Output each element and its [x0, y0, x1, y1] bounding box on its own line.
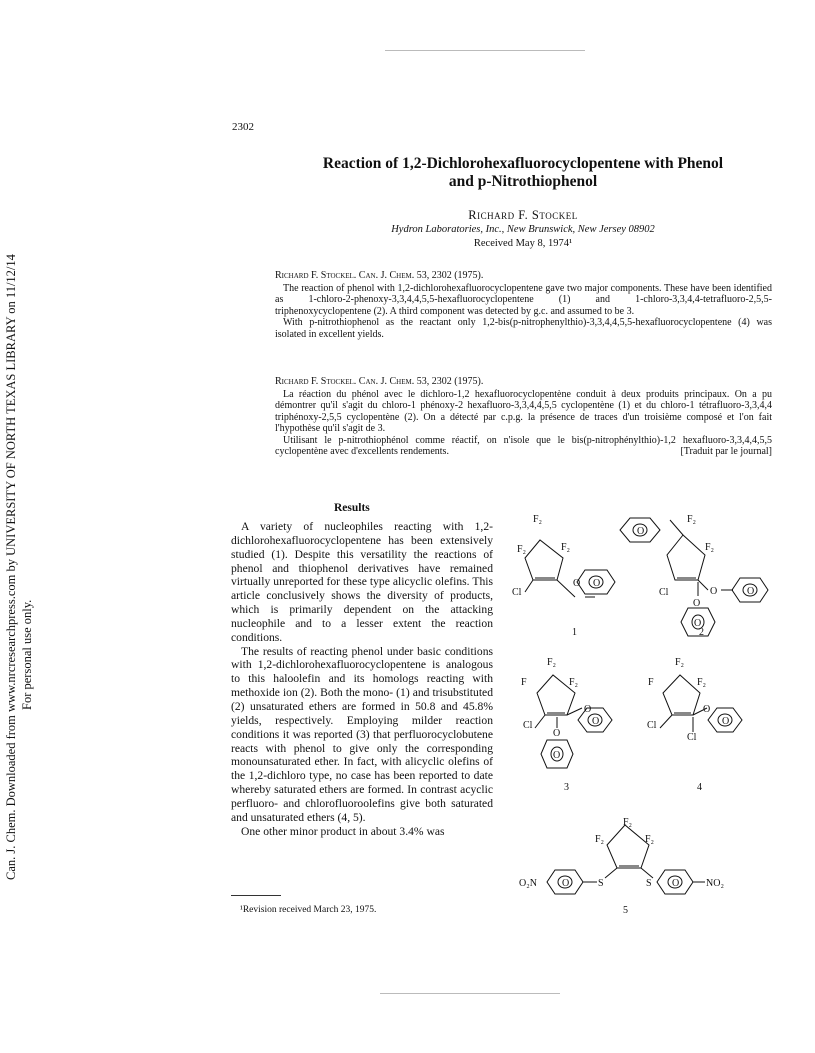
body-paragraph: One other minor product in about 3.4% was — [241, 824, 445, 838]
atom-label: Cl — [647, 720, 657, 731]
scan-mark — [385, 50, 585, 51]
abstract-paragraph: Utilisant le p-nitrothiophénol comme réactif, on n'isole que le bis(p-nitrophénylthio)-1,2 hexafluoro-3,3,4,4,5,5 cyclopentène avec d'excellents rendements. [Traduit par le journal] — [275, 434, 772, 457]
atom-label: O — [637, 526, 645, 537]
atom-label: O — [562, 878, 570, 889]
atom-label: F₂ — [569, 677, 579, 688]
affiliation: Hydron Laboratories, Inc., New Brunswick, New Jersey 08902 — [391, 224, 655, 235]
atom-label: O — [703, 704, 711, 715]
atom-label: F₂ — [697, 677, 707, 688]
compound-label: 1 — [572, 627, 577, 638]
author-name: Richard F. Stockel — [468, 208, 578, 222]
atom-label: F₂ — [595, 834, 605, 845]
abstract-citation: Richard F. Stockel. Can. J. Chem. 53, 2302 (1975). — [275, 270, 484, 281]
atom-label: F₂ — [533, 514, 543, 525]
abstract-french — [275, 376, 772, 458]
atom-label: F — [648, 677, 654, 688]
atom-label: O — [584, 704, 592, 715]
abstract-citation: Richard F. Stockel. Can. J. Chem. 53, 2302 (1975). — [275, 376, 484, 387]
footnote: ¹Revision received March 23, 1975. — [240, 905, 377, 915]
atom-label: F₂ — [517, 544, 527, 555]
atom-label: O — [593, 578, 601, 589]
atom-label: Cl — [523, 720, 533, 731]
atom-label: O — [553, 728, 561, 739]
atom-label: O — [672, 878, 680, 889]
atom-label: O — [710, 586, 718, 597]
abstract-paragraph: La réaction du phénol avec le dichloro-1,2 hexafluorocyclopentène conduit à deux produits principaux. On a pu démontrer qu'il s'agit du chloro-1 phénoxy-2 hexafluoro-3,3,4,4,5,5 cyclopentène (1) et du chloro-1 tétrafluoro-3,3,4,4 triphénoxy-2,5,5 cyclopentène (2). On a détecté par c.p.g. la présence de traces d'un troisième composé et l'on fait l'hypothèse qu'il s'agit de 3. — [275, 388, 772, 434]
body-paragraph: A variety of nucleophiles reacting with 1,2-dichlorohexafluorocyclopentene has been extensively studied (1). Despite this versatility the reactions of phenol and thiophenol derivatives have remained virtually unreported for these type alicyclic olefins. This article conclusively shows the diversity of products, which is primarily dependent on the attacking nucleophile and to a lesser extent the reaction conditions. — [231, 520, 493, 644]
atom-label: O₂N — [519, 878, 537, 889]
atom-label: F₂ — [705, 542, 715, 553]
page-number: 2302 — [232, 121, 254, 133]
article-title: Reaction of 1,2-Dichlorohexafluorocyclopentene with Phenol and p-Nitrothiophenol — [322, 155, 724, 190]
atom-label: F₂ — [687, 514, 697, 525]
download-notice: Can. J. Chem. Downloaded from www.nrcresearchpress.com by UNIVERSITY OF NORTH TEXAS LIBRARY on 11/12/14 — [4, 254, 18, 880]
atom-label: O — [592, 716, 600, 727]
personal-use-notice: For personal use only. — [20, 599, 34, 710]
atom-label: F₂ — [623, 817, 633, 828]
atom-label: S — [646, 878, 652, 889]
atom-label: O — [553, 750, 561, 761]
atom-label: O — [722, 716, 730, 727]
atom-label: F₂ — [547, 657, 557, 668]
section-heading: Results — [334, 502, 370, 514]
atom-label: O — [747, 586, 755, 597]
abstract-english — [275, 270, 772, 340]
chemical-structures — [495, 500, 795, 920]
download-sidebar — [2, 180, 42, 880]
atom-label: NO₂ — [706, 878, 724, 889]
compound-label: 2 — [699, 627, 704, 638]
results-text — [231, 520, 493, 838]
atom-label: Cl — [512, 587, 522, 598]
compound-label: 3 — [564, 782, 569, 793]
received-date: Received May 8, 1974¹ — [473, 238, 573, 249]
atom-label: Cl — [659, 587, 669, 598]
atom-label: F₂ — [561, 542, 571, 553]
atom-label: F — [521, 677, 527, 688]
translator-note: [Traduit par le journal] — [680, 446, 772, 457]
abstract-paragraph: The reaction of phenol with 1,2-dichlorohexafluorocyclopentene gave two major components. These have been identified as 1-chloro-2-phenoxy-3,3,4,4,5,5-hexafluorocyclopentene (1) and 1-chloro-3,3,4,4-tetrafluoro-2,5,5-triphenoxycyclopentene (2). A third component was detected by g.c. and assumed to be 3. — [275, 282, 772, 317]
atom-label: Cl — [687, 732, 697, 743]
atom-label: F₂ — [645, 834, 655, 845]
atom-label: O — [694, 618, 702, 629]
atom-label: F₂ — [675, 657, 685, 668]
compound-label: 4 — [697, 782, 702, 793]
atom-label: O — [693, 598, 701, 609]
atom-label: O — [573, 578, 581, 589]
scan-mark — [380, 993, 560, 994]
body-paragraph: The results of reacting phenol under basic conditions with 1,2-dichlorohexafluorocyclopentene is analogous to this haloolefin and its homologs reacting with methoxide ion (2). Both the mono- (1) and trisubstituted (2) unsaturated ethers are formed in 50.8 and 45.8% yields, respectively. Employing milder reaction conditions it was reported (3) that perfluorocyclobutene reacts with phenol to give only the corresponding monounsaturated ether. In fact, with alicyclic olefins of the 1,2-dichloro type, no case has been reported to date whereby saturated ethers are formed. In contrast acyclic perfluoro- and chlorofluoroolefins give both saturated and unsaturated ethers (4, 5). — [231, 644, 493, 824]
abstract-paragraph: With p-nitrothiophenol as the reactant only 1,2-bis(p-nitrophenylthio)-3,3,4,4,5,5-hexafluorocyclopentene (4) was isolated in excellent yields. — [275, 317, 772, 340]
footnote-rule — [231, 895, 281, 896]
atom-label: S — [598, 878, 604, 889]
compound-label: 5 — [623, 905, 628, 916]
